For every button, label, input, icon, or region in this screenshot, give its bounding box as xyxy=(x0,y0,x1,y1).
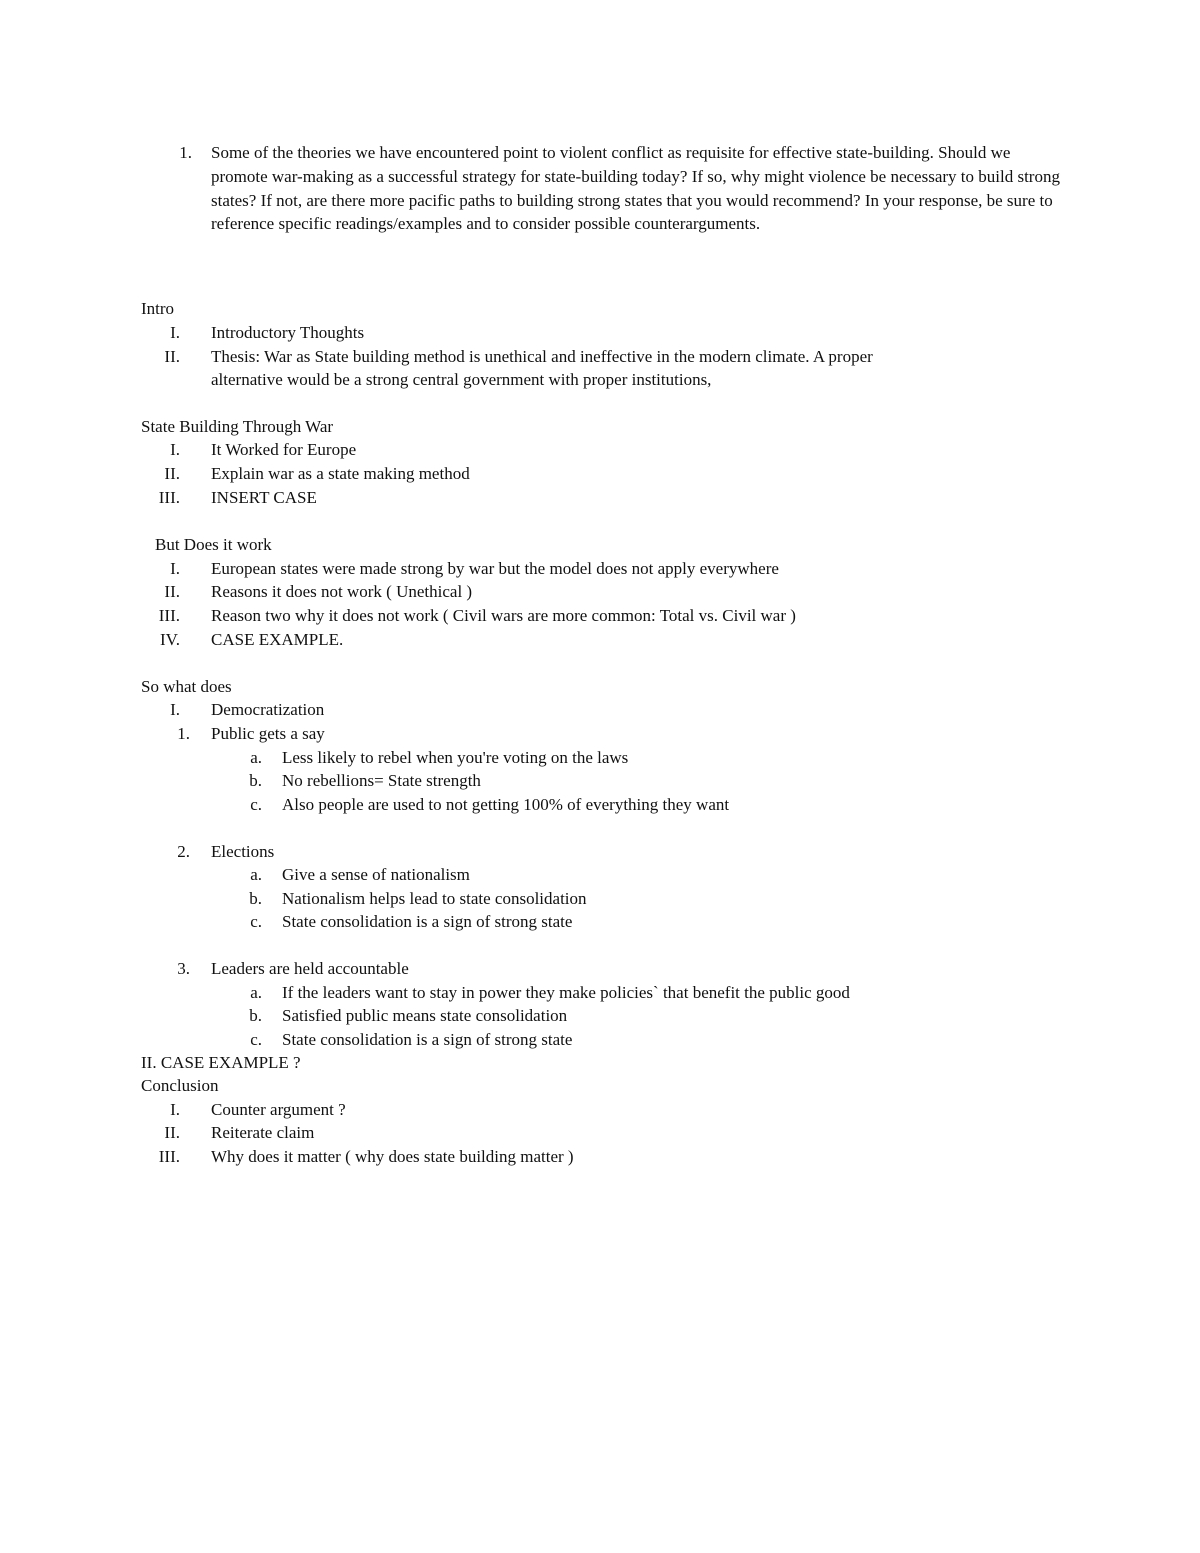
does-it-work-item-1-number: I. xyxy=(170,559,180,578)
subpoint-1-a-letter: a. xyxy=(250,748,262,767)
conclusion-item-2-number: II. xyxy=(164,1123,180,1142)
conclusion-item-1-number: I. xyxy=(170,1100,180,1119)
subpoint-1-b-letter: b. xyxy=(249,771,262,790)
subpoint-3: Leaders are held accountable xyxy=(211,959,409,978)
subpoint-2-b: Nationalism helps lead to state consolidation xyxy=(282,889,587,908)
subpoint-1-a: Less likely to rebel when you're voting on the laws xyxy=(282,748,629,767)
subpoint-2-a-letter: a. xyxy=(250,865,262,884)
subpoint-2-number: 2. xyxy=(177,842,190,861)
prompt-number: 1. xyxy=(179,143,192,162)
subpoint-3-b-letter: b. xyxy=(249,1006,262,1025)
war-item-1-number: I. xyxy=(170,440,180,459)
intro-item-2-continued: alternative would be a strong central government with proper institutions, xyxy=(211,370,712,389)
conclusion-item-3-number: III. xyxy=(158,1147,180,1166)
conclusion-item-3: Why does it matter ( why does state building matter ) xyxy=(211,1147,574,1166)
prompt-text: Some of the theories we have encountered point to violent conflict as requisite for effective state-building. Should we promote war-making as a successful strategy for state-building today? If so, why might violence be necessary to build strong states? If not, are there more pacific paths to building strong states that you would recommend? In your response, be sure to reference specific readings/examples and to consider possible counterarguments. xyxy=(211,143,1060,234)
conclusion-heading: Conclusion xyxy=(141,1076,219,1095)
subpoint-3-number: 3. xyxy=(177,959,190,978)
war-item-2-number: II. xyxy=(164,464,180,483)
case-example-line: II. CASE EXAMPLE ? xyxy=(141,1053,301,1072)
intro-heading: Intro xyxy=(141,299,175,318)
subpoint-1-c: Also people are used to not getting 100% of everything they want xyxy=(282,795,730,814)
subpoint-2-a: Give a sense of nationalism xyxy=(282,865,470,884)
subpoint-1-b: No rebellions= State strength xyxy=(282,771,481,790)
subpoint-1-c-letter: c. xyxy=(250,795,262,814)
subpoint-1: Public gets a say xyxy=(211,724,325,743)
what-does-heading: So what does xyxy=(141,677,232,696)
intro-item-1: Introductory Thoughts xyxy=(211,323,365,342)
subpoint-2-c: State consolidation is a sign of strong state xyxy=(282,912,573,931)
does-it-work-item-2-number: II. xyxy=(164,582,180,601)
subpoint-3-b: Satisfied public means state consolidation xyxy=(282,1006,568,1025)
war-item-2: Explain war as a state making method xyxy=(211,464,470,483)
what-does-item-1-number: I. xyxy=(170,700,180,719)
does-it-work-item-3-number: III. xyxy=(158,606,180,625)
subpoint-3-a-letter: a. xyxy=(250,983,262,1002)
does-it-work-item-4: CASE EXAMPLE. xyxy=(211,630,344,649)
subpoint-2-c-letter: c. xyxy=(250,912,262,931)
war-item-3-number: III. xyxy=(158,488,180,507)
subpoint-3-a: If the leaders want to stay in power they make policies` that benefit the public good xyxy=(282,983,850,1002)
what-does-item-1: Democratization xyxy=(211,700,325,719)
does-it-work-item-4-number: IV. xyxy=(160,630,180,649)
intro-item-2-number: II. xyxy=(164,347,180,366)
conclusion-item-1: Counter argument ? xyxy=(211,1100,346,1119)
war-item-3: INSERT CASE xyxy=(211,488,317,507)
subpoint-2: Elections xyxy=(211,842,275,861)
war-item-1: It Worked for Europe xyxy=(211,440,357,459)
conclusion-item-2: Reiterate claim xyxy=(211,1123,315,1142)
does-it-work-item-1: European states were made strong by war but the model does not apply everywhere xyxy=(211,559,779,578)
war-heading: State Building Through War xyxy=(141,417,334,436)
intro-item-2: Thesis: War as State building method is unethical and ineffective in the modern climate. A proper xyxy=(211,347,873,366)
does-it-work-item-3: Reason two why it does not work ( Civil wars are more common: Total vs. Civil war ) xyxy=(211,606,796,625)
does-it-work-item-2: Reasons it does not work ( Unethical ) xyxy=(211,582,473,601)
subpoint-3-c-letter: c. xyxy=(250,1030,262,1049)
subpoint-1-number: 1. xyxy=(177,724,190,743)
does-it-work-heading: But Does it work xyxy=(155,535,272,554)
subpoint-3-c: State consolidation is a sign of strong state xyxy=(282,1030,573,1049)
intro-item-1-number: I. xyxy=(170,323,180,342)
subpoint-2-b-letter: b. xyxy=(249,889,262,908)
